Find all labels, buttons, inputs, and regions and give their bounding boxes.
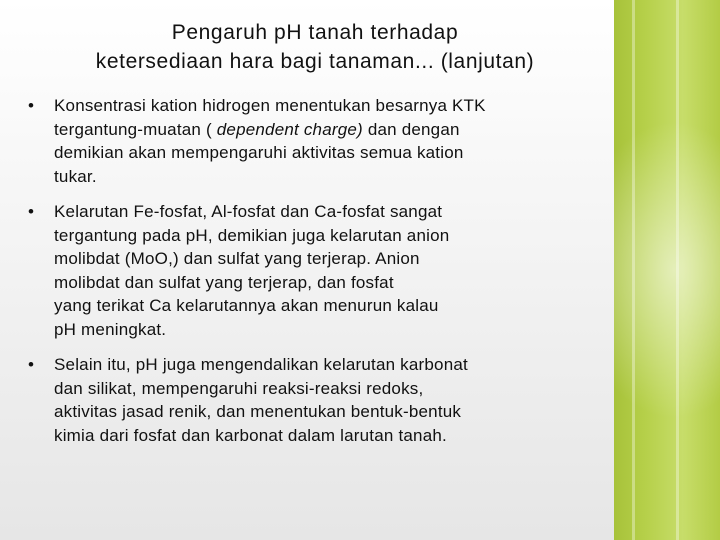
band-glow [614, 120, 720, 420]
bullet-line: dan silikat, mempengaruhi reaksi-reaksi redoks, [54, 378, 424, 398]
slide-title [30, 18, 600, 76]
bullet-line: molibdat dan sulfat yang terjerap, dan fosfat [54, 272, 394, 292]
bullet-line: Selain itu, pH juga mengendalikan kelarutan karbonat [54, 355, 468, 374]
bullet-line: molibdat (MoO,) dan sulfat yang terjerap. Anion [54, 249, 420, 268]
bullet-line-part: tergantung-muatan ( [54, 119, 217, 139]
bullet-line: yang terikat Ca kelarutannya akan menurun kalau [54, 296, 439, 315]
bullet-text [54, 94, 602, 188]
bullet-line: aktivitas jasad renik, dan menentukan bentuk-bentuk [54, 402, 462, 421]
bullet-line: tukar. [54, 166, 97, 186]
title-line-1: Pengaruh pH tanah terhadap [171, 21, 459, 44]
bullet-line: Konsentrasi kation hidrogen menentukan besarnya KTK [54, 96, 486, 115]
bullet-list [22, 94, 602, 459]
bullet-marker: • [28, 96, 35, 115]
bullet-line: demikian akan mempengaruhi aktivitas semua kation [54, 143, 464, 162]
bullet-line: tergantung pada pH, demikian juga kelarutan anion [54, 225, 450, 245]
bullet-line-part: dan dengan [362, 119, 460, 139]
italic-term: dependent charge) [216, 119, 363, 139]
bullet-marker: • [28, 355, 35, 374]
band-stripe [632, 0, 635, 540]
bullet-line-mixed [54, 118, 602, 142]
bullet-item-selain [22, 353, 602, 447]
bullet-text [54, 353, 602, 447]
decorative-side-band [614, 0, 720, 540]
band-stripe [676, 0, 679, 540]
bullet-line: pH meningkat. [54, 319, 167, 339]
bullet-item-kelarutan [22, 200, 602, 341]
bullet-line: kimia dari fosfat dan karbonat dalam larutan tanah. [54, 425, 447, 445]
bullet-text [54, 200, 602, 341]
bullet-line: Kelarutan Fe-fosfat, Al-fosfat dan Ca-fosfat sangat [54, 202, 443, 221]
bullet-item-ktk [22, 94, 602, 188]
title-line-2: ketersediaan hara bagi tanaman... (lanjutan) [95, 50, 535, 73]
bullet-marker: • [28, 202, 35, 221]
